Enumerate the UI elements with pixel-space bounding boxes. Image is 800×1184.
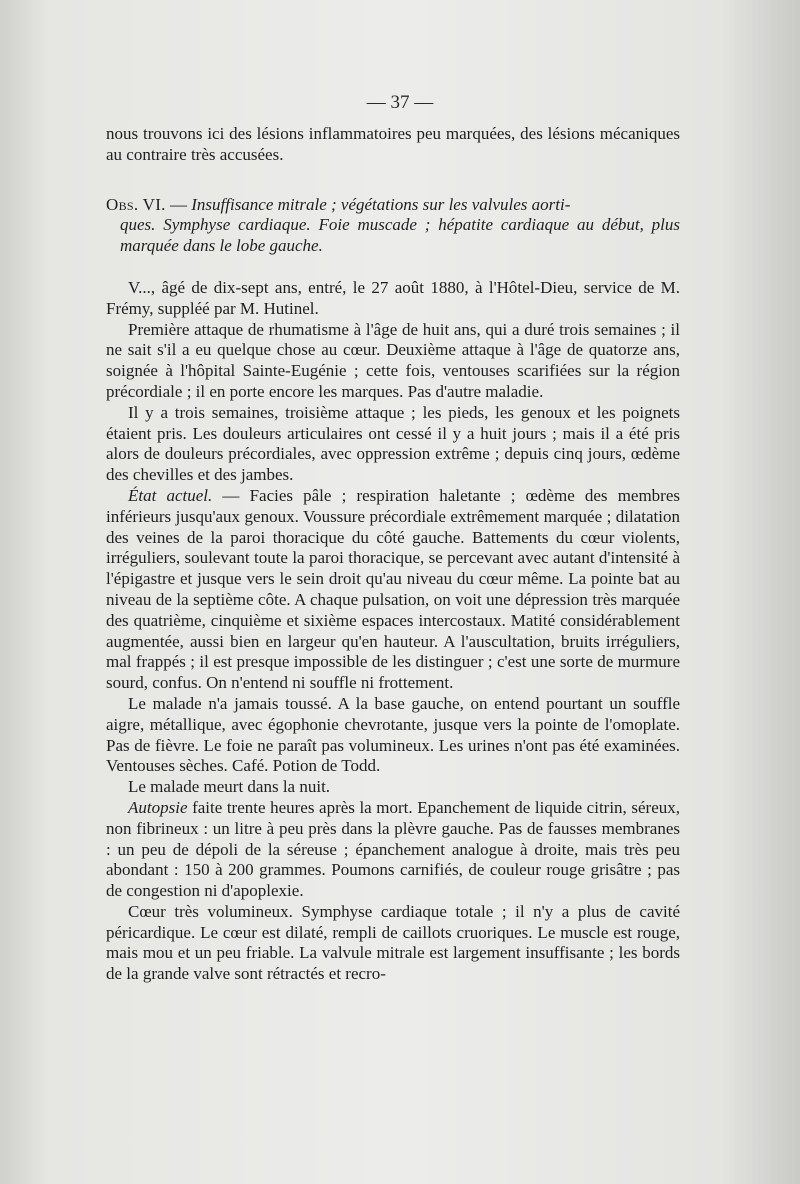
paragraph-admission: V..., âgé de dix-sept ans, entré, le 27 août 1880, à l'Hôtel-Dieu, service de M. Frémy, suppléé par M. Hutinel. [106, 277, 680, 318]
observation-title-cont [106, 215, 680, 257]
paragraph-autopsy [106, 798, 680, 902]
current-state-dash: — [212, 485, 250, 505]
observation-title-2: ques. Symphyse cardiaque. Foie muscade ; hépatite cardiaque au [120, 215, 594, 235]
observation-title-3: début, plus marquée dans le lobe gauche. [120, 215, 680, 256]
current-state-label: État actuel. [128, 485, 213, 505]
observation-label: Obs. VI. [106, 194, 166, 214]
observation-heading [106, 195, 680, 216]
autopsy-label: Autopsie [128, 797, 188, 817]
paragraph-heart: Cœur très volumineux. Symphyse cardiaque totale ; il n'y a plus de cavité péricardique. Le cœur est dilaté, rempli de caillots cruoriques. Le muscle est rouge, mais mou et un peu friable. La valvule mitrale est largement insuffisante ; les bords de la grande valve sont rétractés et recro- [106, 901, 680, 984]
paragraph-history: Première attaque de rhumatisme à l'âge de huit ans, qui a duré trois semaines ; il ne sait s'il a eu quelque chose au cœur. Deuxième attaque à l'âge de quatorze ans, soignée à l'hôpital Sainte-Eugénie ; cette fois, ventouses scarifiées sur la région précordiale ; il en porte encore les marques. Pas d'autre maladie. [106, 319, 680, 401]
paragraph-cough: Le malade n'a jamais toussé. A la base gauche, on entend pourtant un souffle aigre, métallique, avec égophonie chevrotante, jusque vers la pointe de l'omoplate. Pas de fièvre. Le foie ne paraît pas volumineux. Les urines n'ont pas été examinées. Ventouses sèches. Café. Potion de Todd. [106, 693, 680, 776]
autopsy-text: faite trente heures après la mort. Epanchement de liquide citrin, séreux, non fibrineux : un litre à peu près dans la plèvre gauche. Pas de fausses membranes : un peu de dépoli de la séreuse ; épanchement analogue à droite, mais très peu abondant : 150 à 200 grammes. Poumons carnifiés, de couleur rouge grisâtre ; pas de congestion ni d'apoplexie. [106, 797, 680, 901]
observation-title-1: Insuffisance mitrale ; végétations sur les valvules aorti- [191, 194, 571, 214]
spacer [106, 257, 680, 278]
spacer [106, 166, 680, 195]
intro-line-2: mécaniques au contraire très accusées. [106, 124, 680, 164]
current-state-text: Facies pâle ; respiration haletante ; œdème des membres inférieurs jusqu'aux genoux. Voussure précordiale extrêmement marquée ; dilatation des veines de la paroi thoracique du côté gauche. Battements du cœur violents, irréguliers, soulevant toute la paroi thoracique, se percevant avec autant d'intensité à l'épigastre et jusque vers le sein droit qu'au niveau du cœur même. La pointe bat au niveau de la septième côte. A chaque pulsation, on voit une dépression très marquée des quatrième, cinquième et sixième espaces intercostaux. Matité considérablement augmentée, aussi bien en largeur qu'en hauteur. A l'auscultation, bruits irréguliers, mal frappés ; il est presque impossible de les distinguer ; c'est une sorte de murmure sourd, confus. On n'entend ni souffle ni frottement. [106, 485, 681, 693]
intro-paragraph [106, 124, 680, 166]
paragraph-current-state [106, 486, 680, 694]
page-number: — 37 — [366, 92, 434, 113]
paragraph-third-attack: Il y a trois semaines, troisième attaque ; les pieds, les genoux et les poignets étaient pris. Les douleurs articulaires ont cessé il y a huit jours ; mais il a été pris alors de douleurs précordiales, avec oppression extrême ; depuis cinq jours, œdème des chevilles et des jambes. [106, 402, 680, 485]
paragraph-death: Le malade meurt dans la nuit. [128, 777, 331, 797]
body-text [106, 124, 680, 985]
intro-line-1: nous trouvons ici des lésions inflammatoires peu marquées, des lésions [106, 124, 595, 143]
observation-dash: — [165, 194, 192, 214]
